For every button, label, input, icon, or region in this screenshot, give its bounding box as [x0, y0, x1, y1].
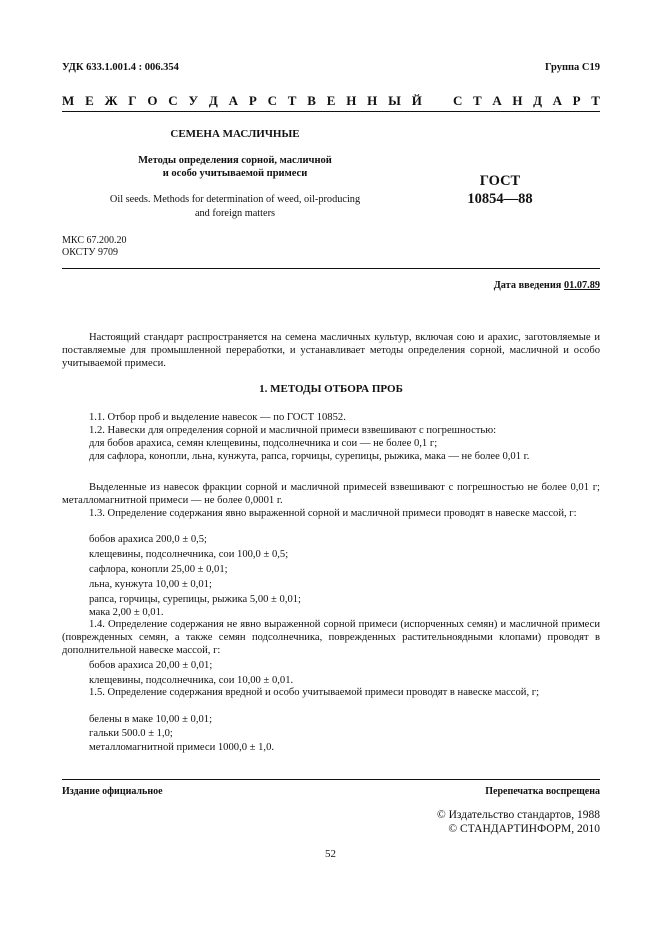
clause-1-2: 1.2. Навески для определения сорной и масличной примеси взвешивают с погрешностью: [89, 425, 497, 436]
gost-number: 10854—88 [467, 191, 533, 207]
banner-letter: Н [346, 93, 357, 108]
banner-letter: А [552, 93, 563, 108]
standard-title: СЕМЕНА МАСЛИЧНЫЕ [170, 128, 300, 140]
banner-letter: Т [591, 93, 600, 108]
official-edition: Издание официальное [62, 786, 163, 797]
banner-letter: Т [287, 93, 297, 108]
effective-date [494, 280, 600, 291]
mks-code: МКС 67.200.20 [62, 235, 127, 246]
banner-letter: А [492, 93, 502, 108]
standard-banner [62, 93, 600, 109]
footer-rule [62, 779, 600, 780]
banner-letter: Ж [104, 93, 118, 108]
english-title-line2: and foreign matters [194, 208, 276, 219]
banner-letter: Й [411, 93, 422, 108]
banner-letter: Г [128, 93, 137, 108]
list-item: льна, кунжута 10,00 ± 0,01; [89, 579, 212, 590]
banner-letter: Д [208, 93, 218, 108]
english-title-line1: Oil seeds. Methods for determination of weed, oil-producing [109, 194, 361, 205]
list-item: бобов арахиса 200,0 ± 0,5; [89, 534, 208, 545]
list-item: гальки 500.0 ± 1,0; [89, 728, 173, 739]
clause-1-2-a: для бобов арахиса, семян клещевины, подсолнечника и сои — не более 0,1 г; [89, 438, 438, 449]
copyright-line1: © Издательство стандартов, 1988 [436, 809, 600, 821]
banner-letter: Н [512, 93, 523, 108]
banner-letter: О [147, 93, 158, 108]
section-heading: 1. МЕТОДЫ ОТБОРА ПРОБ [259, 383, 403, 395]
copyright-line2: © СТАНДАРТИНФОРМ, 2010 [448, 823, 600, 835]
gost-label: ГОСТ [479, 173, 521, 189]
clause-1-1: 1.1. Отбор проб и выделение навесок — по ГОСТ 10852. [89, 412, 346, 423]
banner-letter: Д [533, 93, 543, 108]
list-item: клещевины, подсолнечника, сои 10,00 ± 0,01. [89, 675, 294, 686]
banner-letter: Р [248, 93, 257, 108]
list-item: рапса, горчицы, сурепицы, рыжика 5,00 ± 0,01; [89, 594, 302, 605]
standard-subtitle-line2: и особо учитываемой примеси [162, 168, 308, 179]
page-number: 52 [325, 848, 336, 860]
title-rule [62, 268, 600, 269]
banner-right-word [453, 93, 600, 109]
list-item: бобов арахиса 20,00 ± 0,01; [89, 660, 213, 671]
reprint-notice: Перепечатка воспрещена [485, 786, 600, 797]
banner-letter: Ы [388, 93, 401, 108]
clause-1-3: 1.3. Определение содержания явно выраженной сорной и масличной примеси проводят в навеске массой, г: [89, 508, 577, 519]
banner-letter: Р [572, 93, 581, 108]
intro-paragraph: Настоящий стандарт распространяется на семена масличных культур, включая сою и арахис, заготовляемые и поставляемые для промышленной переработки, и устанавливает методы определения сорной, масличной и особо учитываемой примеси. [62, 332, 600, 370]
effective-date-label: Дата введения [493, 280, 562, 291]
banner-letter: М [62, 93, 75, 108]
okstu-code: ОКСТУ 9709 [62, 247, 119, 258]
clause-1-2-b: для сафлора, конопли, льна, кунжута, рапса, горчицы, сурепицы, рыжика, мака — не более 0,01 г. [89, 451, 530, 462]
list-item: сафлора, конопли 25,00 ± 0,01; [89, 564, 228, 575]
list-item: мака 2,00 ± 0,01. [89, 607, 164, 618]
banner-letter: Н [367, 93, 378, 108]
list-item: белены в маке 10,00 ± 0,01; [89, 714, 213, 725]
banner-letter: Е [326, 93, 336, 108]
banner-letter: У [188, 93, 199, 108]
group-code: Группа С19 [544, 62, 600, 73]
banner-letter: С [267, 93, 277, 108]
list-item: клещевины, подсолнечника, сои 100,0 ± 0,5; [89, 549, 289, 560]
top-rule [62, 111, 600, 112]
banner-letter: Т [473, 93, 482, 108]
standard-subtitle-line1: Методы определения сорной, масличной [138, 155, 332, 166]
banner-letter: С [453, 93, 463, 108]
clause-1-5: 1.5. Определение содержания вредной и особо учитываемой примеси проводят в навеске массой, г; [89, 687, 540, 698]
banner-letter: Е [85, 93, 94, 108]
banner-left-word [62, 93, 422, 109]
banner-letter: С [168, 93, 178, 108]
effective-date-value: 01.07.89 [563, 280, 600, 291]
banner-letter: В [307, 93, 316, 108]
udk-code: УДК 633.1.001.4 : 006.354 [62, 62, 179, 73]
banner-letter: А [228, 93, 238, 108]
clause-1-2-c: Выделенные из навесок фракции сорной и масличной примесей взвешивают с погрешностью не более 0,01 г; металломагнитной примеси — не более 0,0001 г. [62, 482, 600, 507]
list-item: металломагнитной примеси 1000,0 ± 1,0. [89, 742, 275, 753]
clause-1-4: 1.4. Определение содержания не явно выраженной сорной примеси (испорченных семян) и масличной примеси (поврежденных семян, а также семян подсолнечника, поврежденных растительноядными клопами) проводят в дополнительной навеске массой, г: [62, 619, 600, 657]
